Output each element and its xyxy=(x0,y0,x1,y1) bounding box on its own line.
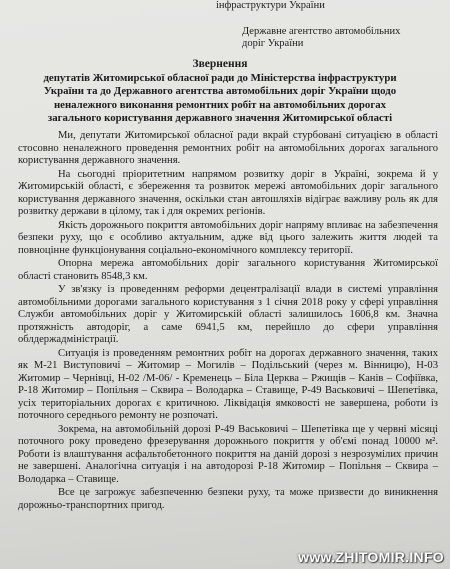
addressee-block xyxy=(216,0,401,51)
title-line: депутатів Житомирської обласної ради до Міністерства інфраструктури xyxy=(43,71,397,84)
paragraph: Ми, депутати Житомирської обласної ради вкрай стурбовані ситуацією в області стосовно неналежного проведення ремонтних робіт на автомобільних дорогах загального користування державного значення. xyxy=(18,130,438,166)
title-heading: Звернення xyxy=(192,58,248,70)
addressee-line: інфраструктури України xyxy=(216,0,325,11)
paragraph: Опорна мережа автомобільних доріг загального користування Житомирської області становить 8548,3 км. xyxy=(18,258,438,282)
paragraph: Все це загрожує забезпеченню безпеки руху, та може призвести до виникнення дорожньо-транспортних пригод. xyxy=(18,487,438,511)
addressee-line: Державне агентство автомобільних xyxy=(242,25,401,37)
watermark: www.ZHITOMIR.INFO xyxy=(298,549,444,565)
paragraph: Ситуація із проведенням ремонтних робіт на дорогах державного значення, таких як М-21 Виступовичі – Житомир – Могилів – Подільський (через м. Вінницю), Н-03 Житомир – Чернівці, Н-02 /М-06/ - Кременець – Біла Церква – Ржищів – Канів – Софіївка, Р-18 Житомир – Попільня – Сквира – Володарка – Ставище, Р-49 Васьковичі – Шепетівка, усіх територіальних дорогах є критичною. Ліквідація ямковості не завершена, роботи із поточного середнього ремонту не розпочаті. xyxy=(18,347,438,421)
title-line: України та до Державного агентства автомобільних доріг України щодо xyxy=(43,85,397,97)
addressee-line: доріг України xyxy=(242,38,304,49)
paragraph: На сьогодні пріоритетним напрямом розвитку доріг в Україні, зокрема й у Житомирській області, є збереження та розвиток мережі автомобільних доріг загального користування державного значення, оскільки стан автошляхів відіграє важливу роль як для розвитку держави в цілому, так і для окремих регіонів. xyxy=(18,168,438,217)
document-title xyxy=(40,58,400,126)
title-line: загального користування державного значення Житомирської області xyxy=(47,112,393,124)
paragraph: У зв'язку із проведенням реформи децентралізації влади в системі управління автомобільними дорогами загального користування з 1 січня 2018 року у сфері управління Служби автомобільних доріг у Житомирській області залишилось 1606,8 км. Значна протяжність автодоріг, а саме 6941,5 км, перейшло до сфери управління облдержадміністрації. xyxy=(18,284,438,345)
document-body xyxy=(18,130,438,513)
title-line: неналежного виконання ремонтних робіт на автомобільних дорогах xyxy=(53,98,387,111)
paragraph: Зокрема, на автомобільній дорозі Р-49 Васьковичі – Шепетівка ще у червні місяці поточного року проведено фрезерування дорожнього покриття у об'ємі понад 10000 м². Роботи із влаштування асфальтобетонного покриття на даній дорозі з незрозумілих причин не завершені. Аналогічна ситуація і на автодорозі Р-18 Житомир – Попільня – Сквира – Володарка – Ставище. xyxy=(18,423,438,485)
paragraph: Якість дорожнього покриття автомобільних доріг напряму впливає на забезпечення безпеки руху, що є особливо актуальним, адже від цього залежить життя людей та повноцінне функціонування соціально-економічного комплексу території. xyxy=(18,219,438,256)
